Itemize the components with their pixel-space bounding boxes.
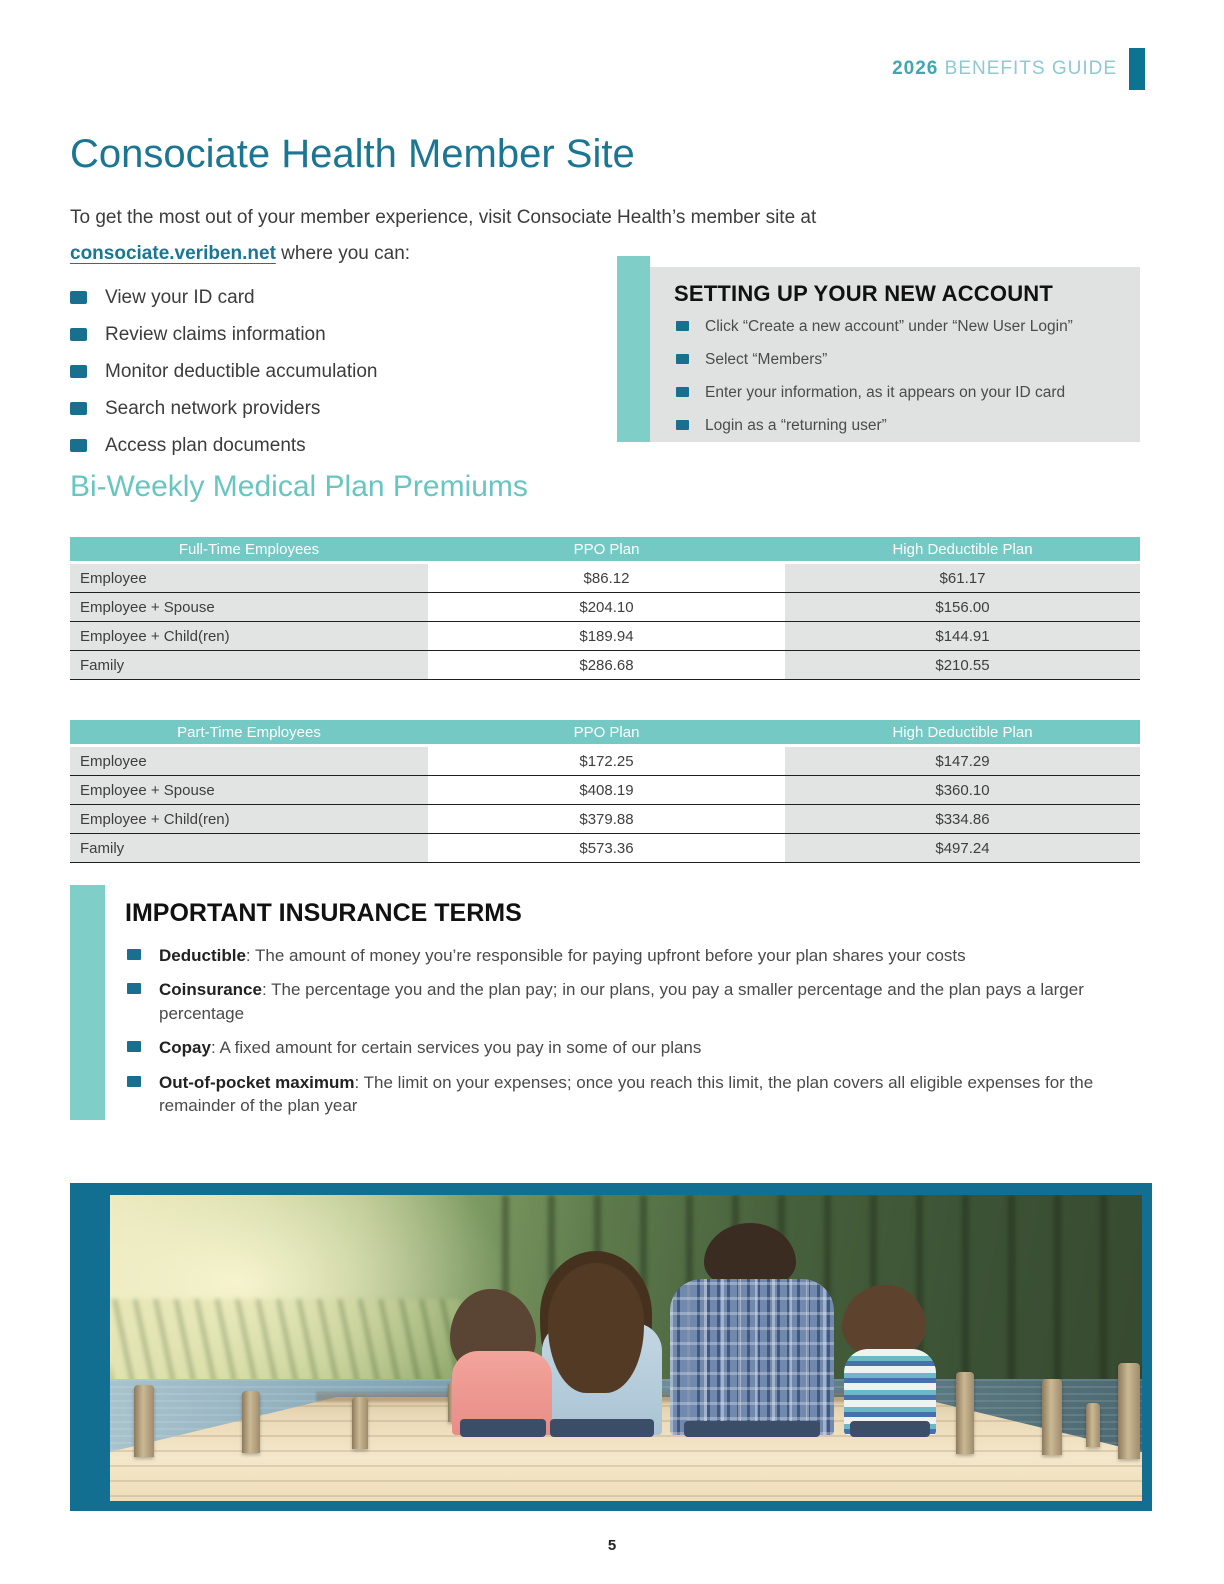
term-definition <box>159 978 1143 1025</box>
list-item <box>674 317 1130 338</box>
table-cell: $172.25 <box>428 747 785 776</box>
column-header: PPO Plan <box>428 537 785 564</box>
son-jeans <box>850 1421 930 1437</box>
terms-box-title: IMPORTANT INSURANCE TERMS <box>125 899 522 927</box>
list-item <box>125 944 1143 967</box>
dock-post <box>352 1397 368 1449</box>
father-jeans <box>684 1421 820 1437</box>
column-header: Full-Time Employees <box>70 537 428 564</box>
table-cell: $61.17 <box>785 564 1140 593</box>
family-dock-photo <box>110 1195 1142 1501</box>
bullet-square-icon <box>70 328 87 341</box>
dock-post <box>242 1391 260 1453</box>
table-cell: Employee + Child(ren) <box>70 622 428 651</box>
dock-post <box>134 1385 154 1457</box>
photo-field-rows <box>110 1299 461 1385</box>
setup-accent-bar <box>617 256 650 442</box>
intro-text-after: where you can: <box>275 243 411 265</box>
list-item <box>674 383 1130 404</box>
table-row <box>70 776 1140 805</box>
term-text: : The limit on your expenses; once you reach this limit, the plan covers all eligible expenses for the remainder of the plan year <box>159 1072 1094 1116</box>
table-row <box>70 593 1140 622</box>
table-cell: $189.94 <box>428 622 785 651</box>
bullet-square-icon <box>70 439 87 452</box>
list-item <box>70 427 378 464</box>
bullet-square-icon <box>127 1076 141 1087</box>
feature-label: Monitor deductible accumulation <box>105 360 378 382</box>
bullet-square-icon <box>127 983 141 994</box>
premiums-section-heading: Bi-Weekly Medical Plan Premiums <box>70 470 528 503</box>
term-text: : The amount of money you’re responsible for paying upfront before your plan shares your costs <box>245 946 966 965</box>
list-item <box>70 390 378 427</box>
setup-step-label: Select “Members” <box>705 350 828 368</box>
column-header: High Deductible Plan <box>785 537 1140 564</box>
terms-box-body <box>125 899 1143 1129</box>
masthead-accent-bar <box>1129 48 1145 90</box>
column-header: High Deductible Plan <box>785 720 1140 747</box>
term-name: Copay <box>159 1038 211 1058</box>
term-definition <box>159 944 966 967</box>
term-name: Deductible <box>159 946 246 965</box>
bullet-square-icon <box>70 402 87 415</box>
table-cell: $210.55 <box>785 651 1140 680</box>
list-item <box>674 350 1130 371</box>
table-row <box>70 834 1140 863</box>
son-hair <box>842 1285 926 1359</box>
table-cell: $156.00 <box>785 593 1140 622</box>
table-cell: $334.86 <box>785 805 1140 834</box>
column-header: Part-Time Employees <box>70 720 428 747</box>
table-row <box>70 651 1140 680</box>
mother-hair-front <box>548 1263 644 1393</box>
masthead-guide: BENEFITS GUIDE <box>944 58 1117 79</box>
table-header-row <box>70 537 1140 564</box>
term-text: : The percentage you and the plan pay; in our plans, you pay a smaller percentage and the plan pays a larger percentage <box>159 980 1084 1023</box>
page-title: Consociate Health Member Site <box>70 132 635 176</box>
table-cell: $408.19 <box>428 776 785 805</box>
column-header: PPO Plan <box>428 720 785 747</box>
table-cell: $573.36 <box>428 834 785 863</box>
table-cell: Family <box>70 834 428 863</box>
dock-post <box>956 1372 974 1454</box>
masthead-year: 2026 <box>892 58 939 79</box>
term-text: : A fixed amount for certain services you pay in some of our plans <box>210 1038 702 1058</box>
setup-box-body <box>650 267 1140 442</box>
full-time-premiums-table <box>70 537 1140 680</box>
term-definition <box>159 1036 701 1059</box>
father-figure <box>670 1279 834 1435</box>
list-item <box>70 279 378 316</box>
family-figures <box>440 1223 950 1435</box>
daughter-jeans <box>460 1419 546 1437</box>
setup-step-label: Enter your information, as it appears on your ID card <box>705 383 1066 401</box>
table-cell: $497.24 <box>785 834 1140 863</box>
setup-step-label: Login as a “returning user” <box>705 416 887 434</box>
bullet-square-icon <box>70 365 87 378</box>
table-row <box>70 622 1140 651</box>
table-cell: $86.12 <box>428 564 785 593</box>
mother-jeans <box>550 1419 654 1437</box>
part-time-premiums-table <box>70 720 1140 863</box>
table-cell: Family <box>70 651 428 680</box>
table-cell: $147.29 <box>785 747 1140 776</box>
feature-label: Review claims information <box>105 323 326 345</box>
list-item <box>674 416 1130 437</box>
member-site-link[interactable]: consociate.veriben.net <box>70 243 276 265</box>
list-item <box>125 1036 1143 1059</box>
feature-label: View your ID card <box>105 286 255 308</box>
dock-post <box>1042 1379 1062 1455</box>
table-cell: $360.10 <box>785 776 1140 805</box>
feature-list <box>70 279 378 464</box>
masthead-text <box>892 58 1117 80</box>
term-name: Out-of-pocket maximum <box>159 1072 355 1092</box>
table-cell: $379.88 <box>428 805 785 834</box>
table-header-row <box>70 720 1140 747</box>
page-number: 5 <box>607 1537 617 1554</box>
table-cell: Employee + Spouse <box>70 593 428 622</box>
list-item <box>125 1071 1143 1118</box>
intro-text-before: To get the most out of your member experience, visit Consociate Health’s member site at <box>70 207 817 228</box>
table-cell: Employee <box>70 747 428 776</box>
table-cell: $204.10 <box>428 593 785 622</box>
feature-label: Access plan documents <box>105 434 306 456</box>
dock-post <box>1086 1403 1100 1447</box>
list-item <box>125 978 1143 1025</box>
bullet-square-icon <box>676 387 689 397</box>
dock-post <box>1118 1363 1140 1459</box>
bullet-square-icon <box>70 291 87 304</box>
feature-label: Search network providers <box>105 397 321 419</box>
bullet-square-icon <box>127 1041 141 1052</box>
setup-step-label: Click “Create a new account” under “New User Login” <box>705 318 1073 335</box>
table-cell: Employee <box>70 564 428 593</box>
term-definition <box>159 1071 1143 1118</box>
terms-list <box>125 944 1143 1118</box>
insurance-terms-box <box>70 885 1145 1120</box>
table-cell: $286.68 <box>428 651 785 680</box>
setup-account-box <box>617 256 1140 442</box>
bullet-square-icon <box>676 420 689 430</box>
list-item <box>70 316 378 353</box>
table-row <box>70 564 1140 593</box>
table-cell: Employee + Spouse <box>70 776 428 805</box>
table-cell: $144.91 <box>785 622 1140 651</box>
setup-box-title: SETTING UP YOUR NEW ACCOUNT <box>674 281 1054 306</box>
bullet-square-icon <box>127 949 141 960</box>
table-row <box>70 805 1140 834</box>
setup-steps-list <box>674 317 1130 437</box>
masthead <box>892 48 1145 90</box>
bullet-square-icon <box>676 321 689 331</box>
bullet-square-icon <box>676 354 689 364</box>
list-item <box>70 353 378 390</box>
table-cell: Employee + Child(ren) <box>70 805 428 834</box>
terms-accent-bar <box>70 885 105 1120</box>
photo-frame <box>70 1183 1152 1511</box>
term-name: Coinsurance <box>159 980 262 1000</box>
table-row <box>70 747 1140 776</box>
